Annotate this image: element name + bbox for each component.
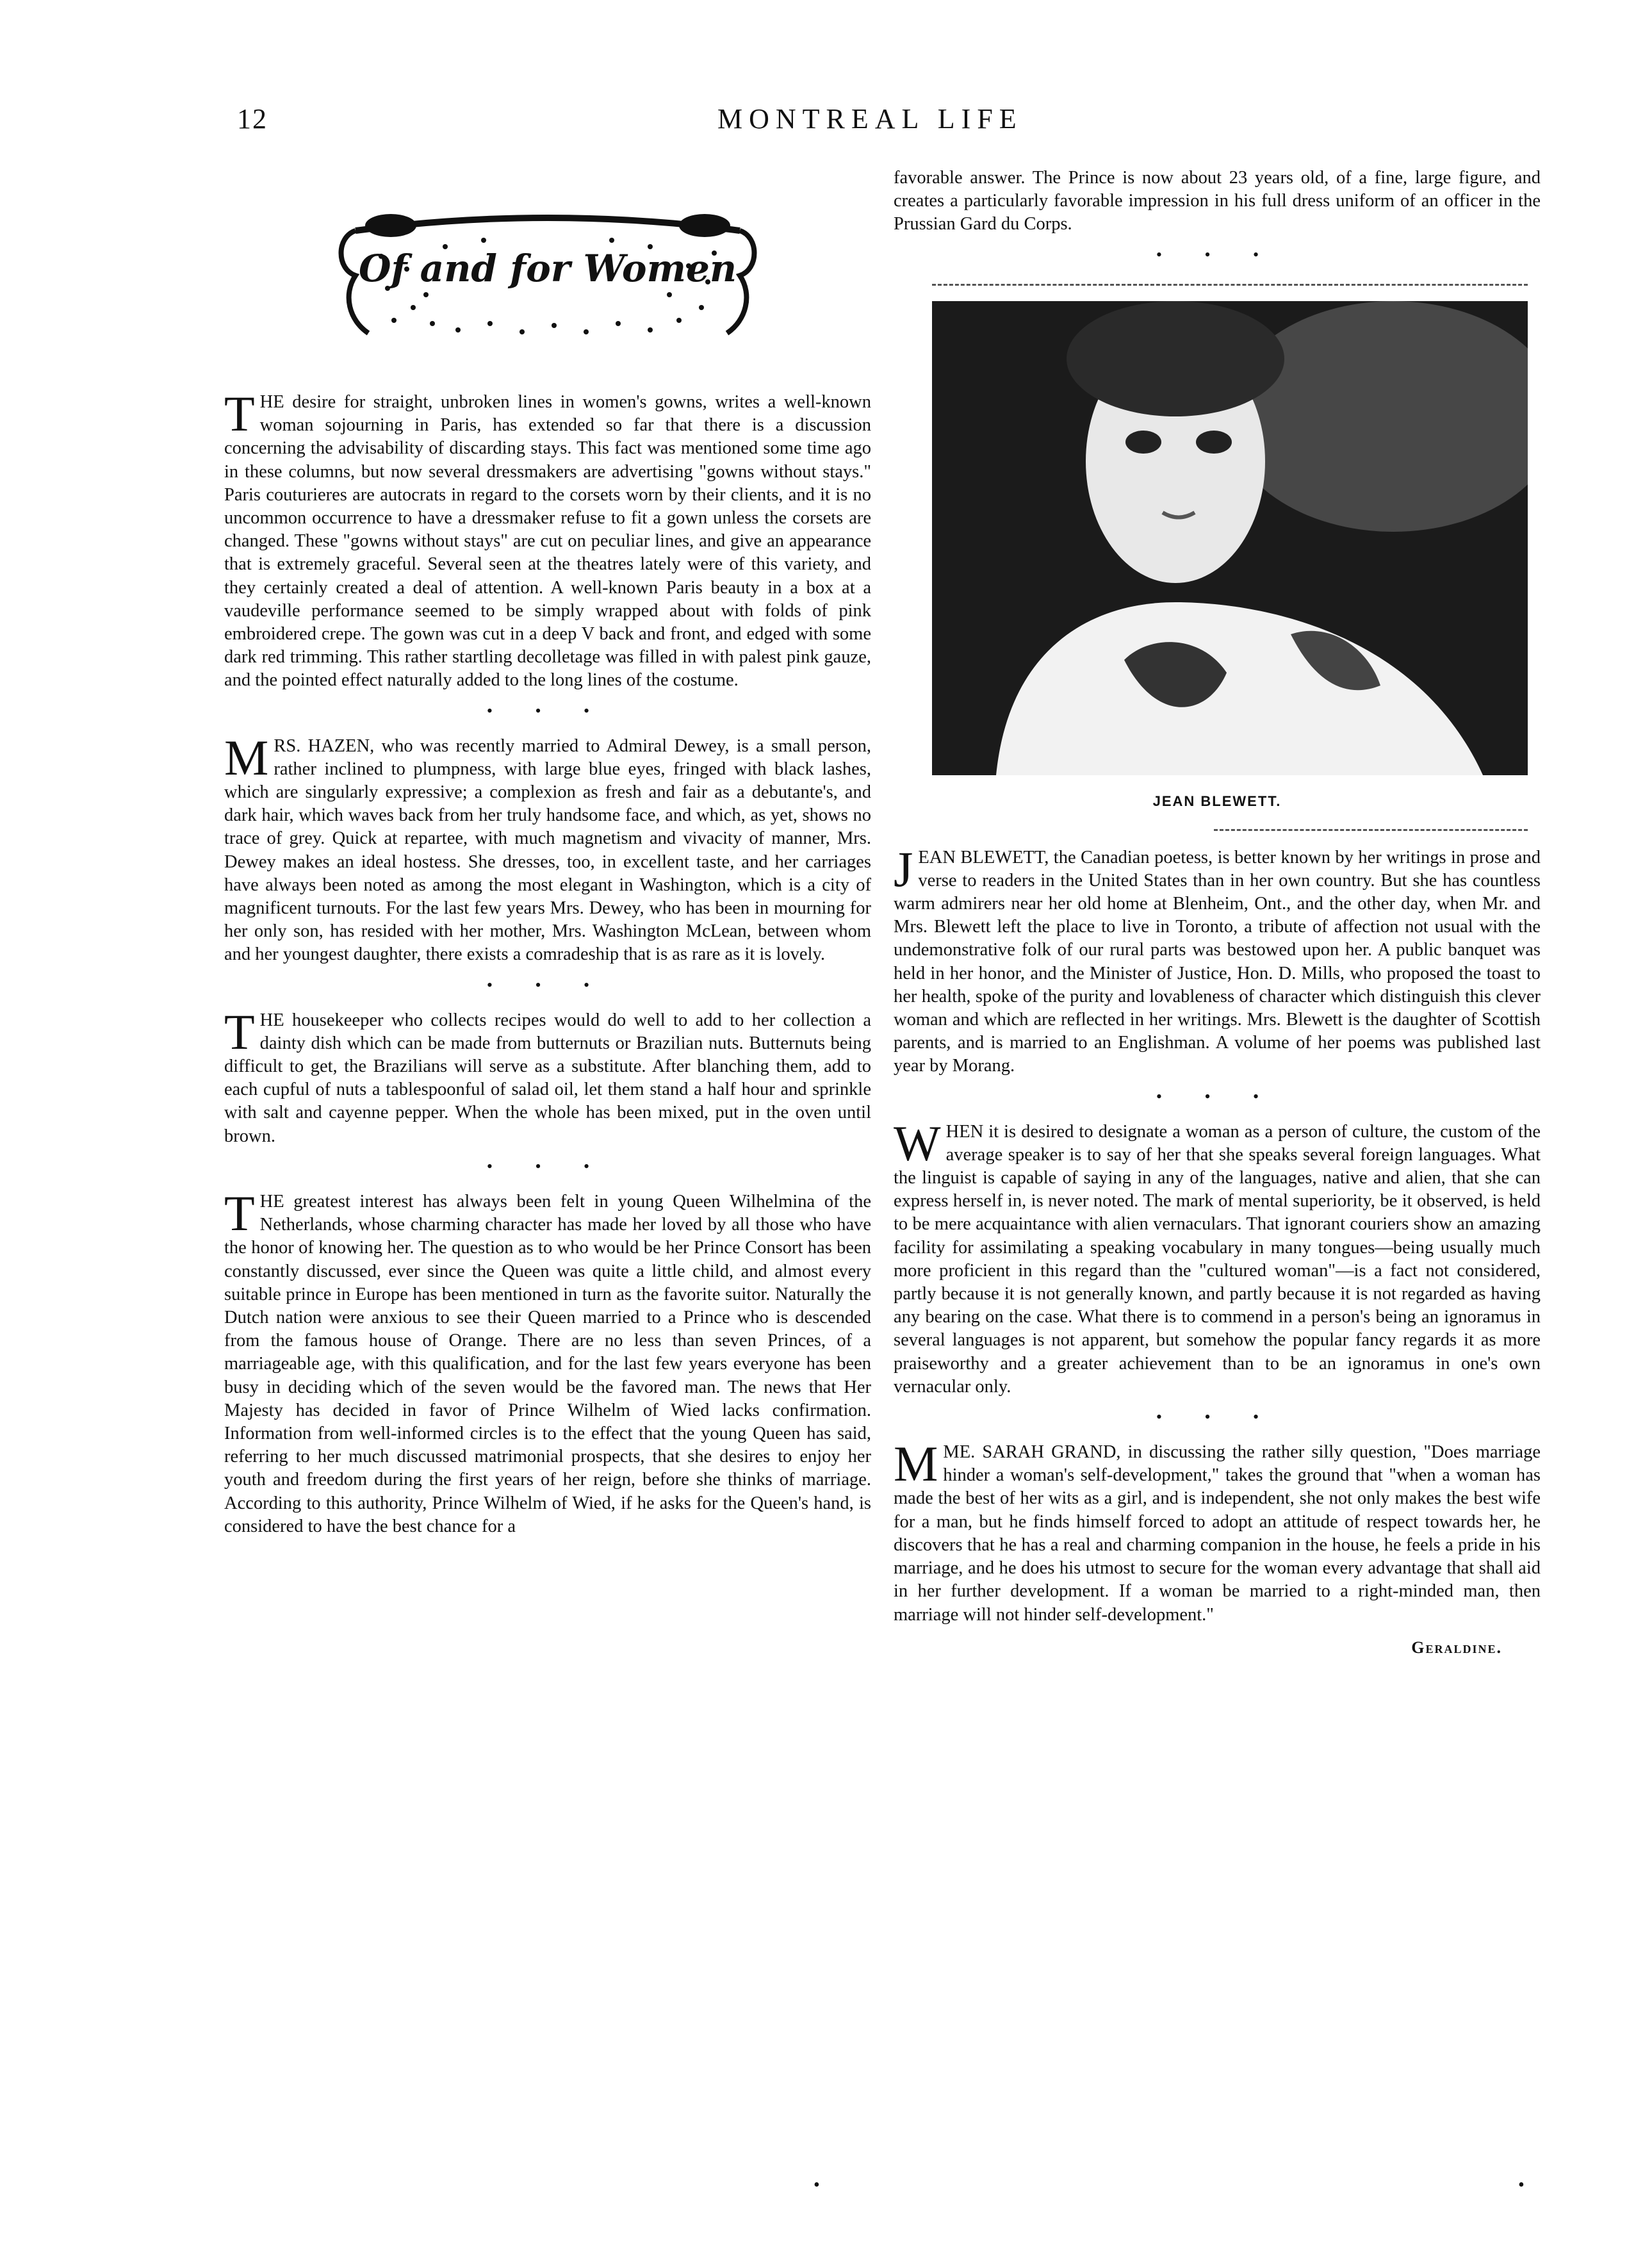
separator: • • • [486,975,609,994]
article-queen-wilhelmina [224,1185,871,1538]
article-queen-continued [894,167,1541,236]
right-column [894,167,1541,1657]
dropcap: T [224,386,255,441]
article-text: HE desire for straight, unbroken lines in women's gowns, writes a well-known woman sojourning in Paris, has extended so far that there is a discussion concerning the advisability of discarding stays. This fact was mentioned some time ago in these columns, but now several dressmakers are advertising "gowns without stays." Paris couturieres are autocrats in regard to the corsets worn by their clients, and it is no uncommon occurrence to have a dressmaker refuse to fit a gown unless the corsets are changed. These "gowns without stays" are cut on peculiar lines, and give an appearance that is extremely graceful. Several seen at the theatres lately were of this variety, and they certainly created a deal of attention. A well-known Paris beauty in a box at a vaudeville performance seemed to be simply wrapped about with folds of pink embroidered crepe. The gown was cut in a deep V back and front, and edged with some dark red trimming. This rather startling decolletage was filled in with palest pink gauze, and the pointed effect naturally added to the long lines of the costume. [224,392,871,691]
article-text: HE housekeeper who collects recipes would do well to add to her collection a dainty dish which can be made from butternuts or Brazilian nuts. Butternuts being difficult to get, the Brazilians will serve as a substitute. After blanching them, add to each cupful of nuts a tablespoonful of salad oil, let them stand a half hour and sprinkle with salt and cayenne pepper. When the whole has been mixed, put in the oven until brown. [224,1010,871,1146]
dropcap: T [224,1003,255,1060]
separator: • • • [1156,245,1279,264]
article-text: HE greatest interest has always been felt in young Queen Wilhelmina of the Netherlands, whose charming character has made her loved by all those who have the honor of knowing her. The question as to who would be her Prince Consort has been constantly discussed, ever since the Queen was quite a little child, and almost every suitable prince in Europe has been mentioned in turn as the favorite suitor. Naturally the Dutch nation were anxious to see their Queen married to a Prince who is descended from the famous house of Orange. There are no less than seven Princes, of a marriageable age, with this qualification, and for the last few years everyone has been busy in deciding which of the seven would be the favored man. The news that Her Majesty has decided in favor of Prince Wilhelm of Wied lacks confirmation. Information from well-informed circles is to the effect that the young Queen has said, referring to her much discussed matrimonial prospects, that she desires to enjoy her youth and freedom during the first years of her reign, before she thinks of marriage. According to this authority, Prince Wilhelm of Wied, if he asks for the Queen's hand, is considered to have the best chance for a [224,1191,871,1536]
running-head: MONTREAL LIFE [717,103,1023,135]
dashed-rule [932,284,1528,286]
separator: • • • [1156,1408,1279,1427]
article-recipes [224,1003,871,1148]
article-text: RS. HAZEN, who was recently married to Admiral Dewey, is a small person, rather inclined to plumpness, with large blue eyes, fringed with black lashes, which are singularly expressive; a complexion as fresh and fair as a debutante's, and dark hair, which waves back from her truly handsome face, and which, as yet, shows no trace of grey. Quick at repartee, with much magnetism and vivacity of manner, Mrs. Dewey makes an ideal hostess. She dresses, too, in excellent taste, and her carriages have always been noted as among the most elegant in Washington, which is a city of magnificent turnouts. For the last few years Mrs. Dewey, who has been in mourning for her only son, has resided with her mother, Mrs. Washington McLean, between whom and her youngest daughter, there exists a comradeship that is as rare as it is lovely. [224,735,871,965]
article-text: favorable answer. The Prince is now about 23 years old, of a fine, large figure, and creates a particularly favorable impression in his full dress uniform of an officer in the Prussian Gard du Corps. [894,168,1541,234]
separator: • • • [486,1156,609,1176]
article-text: ME. SARAH GRAND, in discussing the rather silly question, "Does marriage hinder a woman's self-development," takes the ground that "when a woman has made the best of her wits as a girl, and is independent, she not only makes the best wife for a man, but he finds himself forced to adopt an attitude of respect towards her, he discovers that he has a real and charming companion in the house, he feels a pride in his marriage, and he does his utmost to secure for the woman every advantage that shall aid in her further development. If a woman be married to a right-minded man, then marriage will not hinder self-development." [894,1442,1541,1625]
author-signature: Geraldine. [1411,1638,1502,1657]
dropcap: M [894,1436,938,1492]
article-straight-lines [224,386,871,693]
article-jean-blewett [894,841,1541,1078]
separator: • • • [1156,1087,1279,1106]
footer-mark: • [814,2175,820,2195]
separator: • • • [486,701,609,720]
footer-mark: • [1518,2175,1525,2195]
photo-caption: JEAN BLEWETT. [1152,793,1282,809]
dropcap: W [894,1115,941,1171]
article-sarah-grand [894,1436,1541,1627]
dropcap: J [894,841,913,897]
dashed-rule [1214,829,1528,831]
section-heading-banner [330,186,765,352]
left-column [224,167,871,1538]
article-mrs-hazen [224,729,871,967]
article-culture [894,1115,1541,1399]
dropcap: T [224,1185,255,1241]
portrait-image [932,301,1528,775]
article-text: EAN BLEWETT, the Canadian poetess, is better known by her writings in prose and verse to readers in the United States than in her own country. But she has countless warm admirers near her old home at Blenheim, Ont., and the other day, when Mr. and Mrs. Blewett left the place to live in Toronto, a tribute of affection not usual with the undemonstrative folk of our rural parts was bestowed upon her. A public banquet was held in her honor, and the Minister of Justice, Hon. D. Mills, who proposed the toast to her health, spoke of the purity and lovableness of character which distinguish this clever woman and which are reflected in her writings. Mrs. Blewett is the daughter of Scottish parents, and is married to an Englishman. A volume of her poems was published last year by Morang. [894,847,1541,1076]
portrait-photo [932,301,1528,775]
section-heading: Of and for Women [358,247,737,290]
page-number: 12 [237,103,268,135]
dropcap: M [224,729,269,785]
article-text: HEN it is desired to designate a woman as a person of culture, the custom of the average speaker is to say of her that she speaks several foreign languages. What the linguist is capable of saying in any of the languages, native and alien, that she can express herself in, is never noted. The mark of mental superiority, be it observed, is held to be mere acquaintance with alien vernaculars. That ignorant couriers show an amazing facility for assimilating a speaking vocabulary in many tongues—being usually much more proficient in this regard than the "cultured woman"—is a fact not considered, partly because it is not generally known, and partly because it is not regarded as having any bearing on the case. What there is to commend in a person's being an ignoramus in several languages is not apparent, but somehow the popular fancy regards it as more praiseworthy and a greater achievement than to be an ignoramus in one's own vernacular only. [894,1121,1541,1397]
